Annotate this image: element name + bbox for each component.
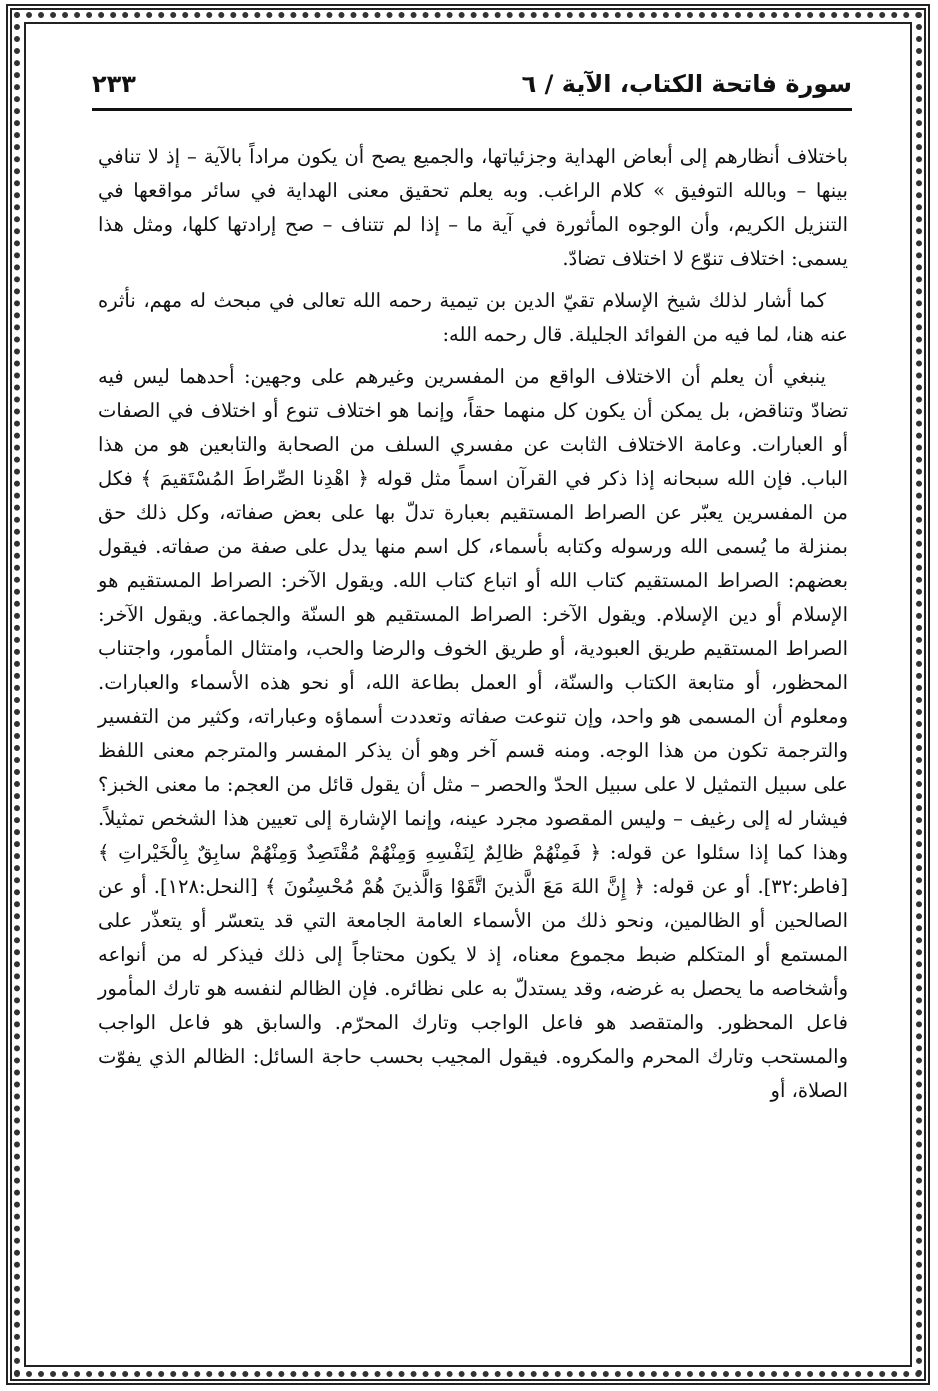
paragraph: ينبغي أن يعلم أن الاختلاف الواقع من المفسرين وغيرهم على وجهين: أحدهما ليس فيه تضادّ وتناقض، بل يمكن أن يكون كل منهما حقاً، وإنما هو اختلاف تنوع أو اختلاف في الصفات أو العبارات. وعامة الاختلاف الثابت عن مفسري السلف من الصحابة والتابعين هو من هذا الباب. فإن الله سبحانه إذا ذكر في القرآن اسماً مثل قوله ﴿ اهْدِنا الصِّراطَ المُسْتَقيمَ ﴾ فكل من المفسرين يعبّر عن الصراط المستقيم بعبارة تدلّ بها على بعض صفاته، وكل ذلك حق بمنزلة ما يُسمى الله ورسوله وكتابه بأسماء، كل اسم منها يدل على صفة من صفاته. فيقول بعضهم: الصراط المستقيم كتاب الله أو اتباع كتاب الله. ويقول الآخر: الصراط المستقيم هو الإسلام أو دين الإسلام. ويقول الآخر: الصراط المستقيم هو السنّة والجماعة. ويقول الآخر: الصراط المستقيم طريق العبودية، أو طريق الخوف والرضا والحب، وامتثال المأمور، واجتناب المحظور، أو متابعة الكتاب والسنّة، أو العمل بطاعة الله، أو نحو هذه الأسماء والعبارات. ومعلوم أن المسمى هو واحد، وإن تنوعت صفاته وتعددت أسماؤه وعباراته، وكثير من التفسير والترجمة تكون من هذا الوجه. ومنه قسم آخر وهو أن يذكر المفسر والمترجم معنى اللفظ على سبيل التمثيل لا على سبيل الحدّ والحصر – مثل أن يقول قائل من العجم: ما معنى الخبز؟ فيشار له إلى رغيف – وليس المقصود مجرد عينه، وإنما الإشارة إلى تعيين هذا الشخص تمثيلاً. وهذا كما إذا سئلوا عن قوله: ﴿ فَمِنْهُمْ ظالِمٌ لِنَفْسِهِ وَمِنْهُمْ مُقْتَصِدٌ وَمِنْهُمْ سابِقٌ بِالْخَيْراتِ ﴾ [فاطر:٣٢]. أو عن قوله: ﴿ إِنَّ اللهَ مَعَ الَّذينَ اتَّقَوْا وَالَّذينَ هُمْ مُحْسِنُونَ ﴾ [النحل:١٢٨]. أو عن الصالحين أو الظالمين، ونحو ذلك من الأسماء العامة الجامعة التي قد يتعسّر أو يتعذّر على المستمع أو المتكلم ضبط مجموع معناه، إذ لا يكون محتاجاً إلى ذلك فيذكر له من أنواعه وأشخاصه ما يحصل به غرضه، وقد يستدلّ به على نظائره. فإن الظالم لنفسه هو تارك المأمور فاعل المحظور. والمتقصد هو فاعل الواجب وتارك المحرّم. والسابق هو فاعل الواجب والمستحب وتارك المحرم والمكروه. فيقول المجيب بحسب حاجة السائل: الظالم الذي يفوّت الصلاة، أو [98,365,848,1102]
page-header [92,66,852,106]
paragraph: كما أشار لذلك شيخ الإسلام تقيّ الدين بن تيمية رحمه الله تعالى في مبحث له مهم، نأثره عنه هنا، لما فيه من الفوائد الجليلة. قال رحمه الله: [98,289,848,346]
page-number: ٢٣٣ [92,70,136,98]
running-head: سورة فاتحة الكتاب، الآية / ٦ [521,70,852,98]
header-rule [92,108,852,111]
body-text [98,140,848,1116]
paragraph: باختلاف أنظارهم إلى أبعاض الهداية وجزئياتها، والجميع يصح أن يكون مراداً بالآية – إذ لا تنافي بينها – وبالله التوفيق » كلام الراغب. وبه يعلم تحقيق معنى الهداية في سائر مواقعها في التنزيل الكريم، وأن الوجوه المأثورة في آية ما – إذا لم تتناف – صح إرادتها كلها، ومثل هذا يسمى: اختلاف تنوّع لا اختلاف تضادّ. [98,145,848,270]
